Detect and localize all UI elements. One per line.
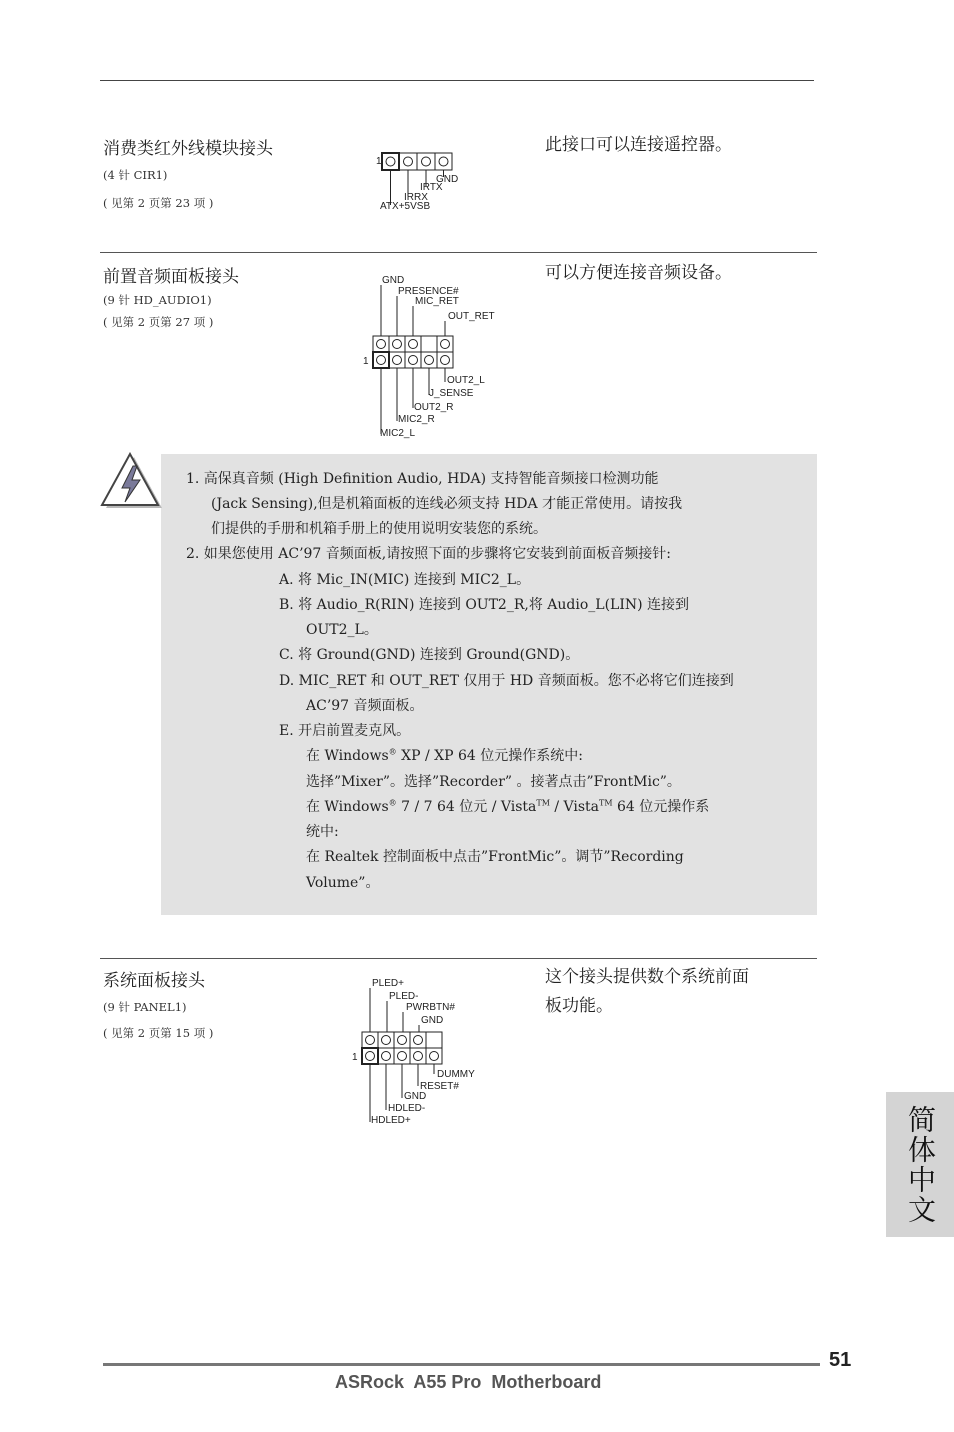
e3-b: 7 / 7 64 位元 / Vista (396, 799, 537, 815)
audio-mic2-r-label: MIC2_R (398, 414, 435, 425)
audio-description: 可以方便连接音频设备。 (545, 263, 732, 283)
panel-pin1-label: 1 (352, 1052, 358, 1063)
cir-pin-info: (4 针 CIR1) (103, 168, 168, 182)
audio-ref: ( 见第 2 页第 27 项 ) (103, 315, 214, 329)
page-number: 51 (829, 1349, 852, 1371)
cir-title: 消费类红外线模块接头 (103, 139, 273, 159)
note-step-a: A. 将 Mic_IN(MIC) 连接到 MIC2_L。 (279, 572, 531, 588)
panel-pwrbtn-label: PWRBTN# (406, 1002, 455, 1013)
note-line-3: 们提供的手册和机箱手册上的使用说明安装您的系统。 (211, 521, 547, 537)
audio-presence-label: PRESENCE# (398, 286, 459, 297)
note-step-e-line1 (306, 745, 583, 765)
panel-gnd-bottom-label: GND (404, 1091, 427, 1102)
audio-out-ret-label: OUT_RET (448, 311, 495, 322)
footer-title: ASRock A55 Pro Motherboard (335, 1372, 602, 1392)
warning-icon (100, 452, 164, 512)
note-step-d1: D. MIC_RET 和 OUT_RET 仅用于 HD 音频面板。您不必将它们连接到 (279, 673, 734, 689)
panel-gnd-top-label: GND (421, 1015, 444, 1026)
e1-post: XP / XP 64 位元操作系统中: (396, 748, 583, 764)
panel-pled-minus-label: PLED- (389, 991, 419, 1002)
note-step-e-line4: 统中: (306, 824, 339, 840)
e3-d: 64 位元操作系 (612, 799, 710, 815)
note-step-b2: OUT2_L。 (306, 622, 378, 638)
audio-mic-ret-label: MIC_RET (415, 296, 459, 307)
audio-j-sense-label: J_SENSE (429, 388, 474, 399)
panel-pled-plus-label: PLED+ (372, 978, 404, 989)
audio-pin1-label: 1 (363, 356, 369, 367)
cir-header-diagram (370, 148, 470, 212)
cir-irrx-label: IRRX (404, 192, 428, 203)
reg-mark: ® (388, 747, 397, 757)
note-line-2: (Jack Sensing),但是机箱面板的连线必须支持 HDA 才能正常使用。请按我 (211, 496, 683, 512)
note-step-e: E. 开启前置麦克风。 (279, 723, 411, 739)
panel-pin-info: (9 针 PANEL1) (103, 1000, 187, 1014)
panel-description-1: 这个接头提供数个系统前面 (545, 967, 749, 987)
note-step-e-line6: Volume”。 (306, 875, 380, 891)
e3-a: 在 Windows (306, 799, 389, 815)
note-line-1: 1. 高保真音频 (High Definition Audio, HDA) 支持智能音频接口检测功能 (186, 471, 659, 487)
cir-bottom-rule (100, 252, 817, 253)
language-side-tab (886, 1092, 954, 1237)
cir-description: 此接口可以连接遥控器。 (545, 135, 732, 155)
e1-pre: 在 Windows (306, 748, 389, 764)
note-step-e-line5: 在 Realtek 控制面板中点击”FrontMic”。调节”Recording (306, 849, 684, 865)
panel-top-rule (100, 958, 817, 959)
tm-mark: TM (536, 798, 550, 808)
panel-description-2: 板功能。 (545, 996, 613, 1016)
cir-ref: ( 见第 2 页第 23 项 ) (103, 196, 214, 210)
language-side-tab-label: 简体中文 (904, 1104, 937, 1225)
tm-mark-2: TM (599, 798, 613, 808)
footer-rule (103, 1363, 820, 1366)
e3-c: / Vista (549, 799, 600, 815)
note-step-d2: AC’97 音频面板。 (306, 698, 424, 714)
note-line-4: 2. 如果您使用 AC’97 音频面板,请按照下面的步骤将它安装到前面板音频接针: (186, 546, 671, 562)
cir-atx-label: ATX+5VSB (380, 201, 431, 212)
cir-pin1-label: 1 (376, 156, 382, 167)
note-step-c: C. 将 Ground(GND) 连接到 Ground(GND)。 (279, 647, 580, 663)
panel-reset-label: RESET# (420, 1081, 459, 1092)
panel-header-diagram (350, 974, 490, 1126)
panel-ref: ( 见第 2 页第 15 项 ) (103, 1026, 214, 1040)
audio-pin-info: (9 针 HD_AUDIO1) (103, 293, 212, 307)
audio-gnd-label: GND (382, 275, 405, 286)
panel-title: 系统面板接头 (103, 971, 205, 991)
audio-title: 前置音频面板接头 (103, 267, 239, 287)
cir-irtx-label: IRTX (420, 182, 443, 193)
note-step-e-line3 (306, 796, 709, 816)
note-step-e-line2: 选择”Mixer”。选择”Recorder” 。接著点击”FrontMic”。 (306, 774, 681, 790)
audio-out2-r-label: OUT2_R (414, 402, 454, 413)
audio-header-diagram (360, 270, 500, 442)
audio-out2-l-label: OUT2_L (447, 375, 485, 386)
panel-hdled-plus-label: HDLED+ (371, 1115, 411, 1126)
panel-dummy-label: DUMMY (437, 1069, 475, 1080)
reg-mark-2: ® (388, 798, 397, 808)
audio-mic2-l-label: MIC2_L (380, 428, 416, 439)
cir-gnd-label: GND (436, 174, 459, 185)
panel-hdled-minus-label: HDLED- (388, 1103, 426, 1114)
top-rule (100, 80, 814, 81)
note-step-b1: B. 将 Audio_R(RIN) 连接到 OUT2_R,将 Audio_L(LIN) 连接到 (279, 597, 690, 613)
